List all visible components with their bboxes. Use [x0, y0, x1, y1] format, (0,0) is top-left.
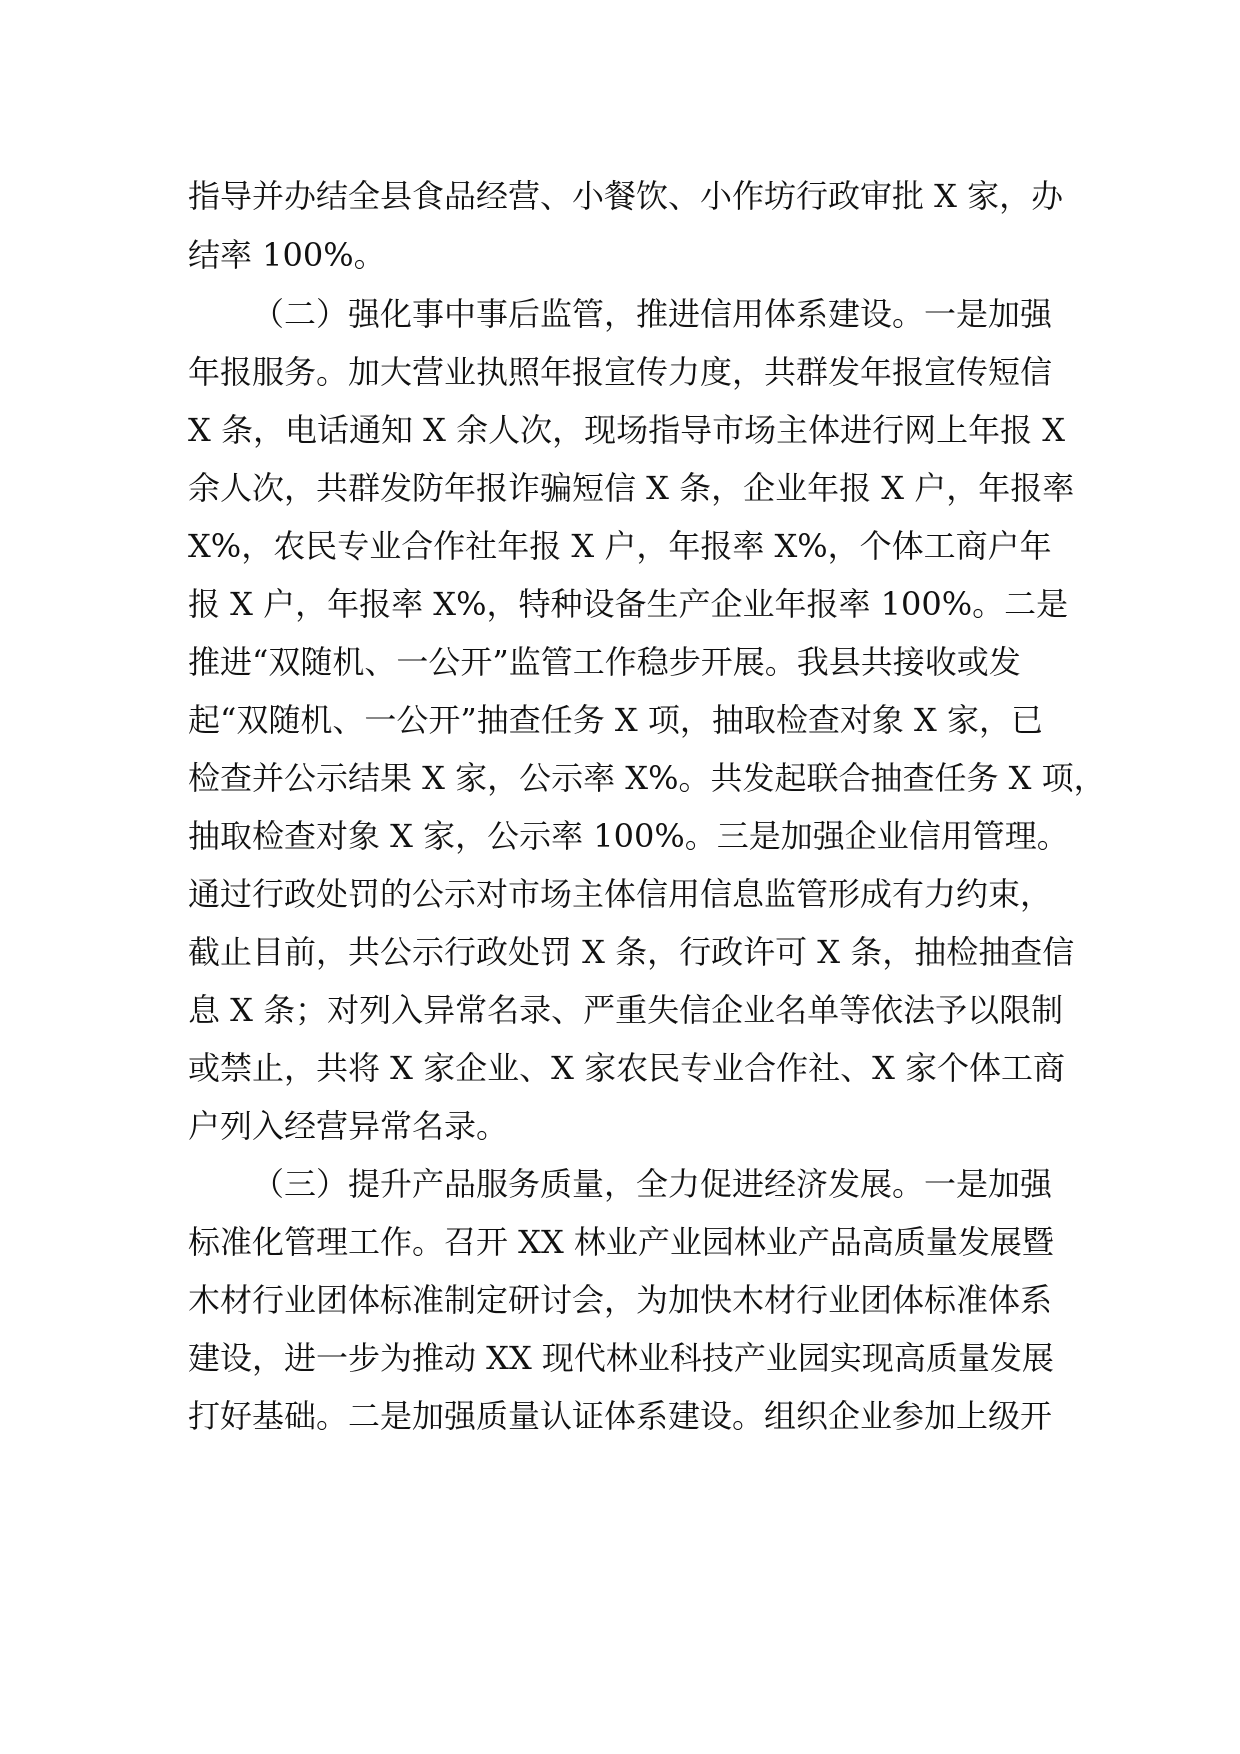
text-line: 截止目前，共公示行政处罚 X 条，行政许可 X 条，抽检抽查信 — [188, 933, 1075, 971]
text-line: 息 X 条；对列入异常名录、严重失信企业名单等依法予以限制 — [188, 991, 1064, 1029]
text-line: 年报服务。加大营业执照年报宣传力度，共群发年报宣传短信 — [188, 353, 1053, 391]
text-line: 起“双随机、一公开”抽查任务 X 项，抽取检查对象 X 家，已 — [188, 701, 1043, 739]
text-line: 或禁止，共将 X 家企业、X 家农民专业合作社、X 家个体工商 — [188, 1049, 1066, 1087]
text-line: 木材行业团体标准制定研讨会，为加快木材行业团体标准体系 — [188, 1281, 1053, 1319]
text-line: 通过行政处罚的公示对市场主体信用信息监管形成有力约束， — [188, 875, 1053, 913]
text-line: 建设，进一步为推动 XX 现代林业科技产业园实现高质量发展 — [188, 1339, 1054, 1377]
text-line: 余人次，共群发防年报诈骗短信 X 条，企业年报 X 户，年报率 — [188, 469, 1075, 507]
text-line: 指导并办结全县食品经营、小餐饮、小作坊行政审批 X 家，办 — [188, 177, 1064, 215]
text-line: 户列入经营异常名录。 — [188, 1107, 509, 1145]
text-line: X 条，电话通知 X 余人次，现场指导市场主体进行网上年报 X — [188, 411, 1066, 449]
section-heading-line: （三）提升产品服务质量，全力促进经济发展。一是加强 — [252, 1165, 1053, 1203]
text-line: 抽取检查对象 X 家，公示率 100%。三是加强企业信用管理。 — [188, 817, 1069, 855]
text-line: 报 X 户，年报率 X%，特种设备生产企业年报率 100%。二是 — [188, 585, 1069, 623]
text-line: 推进“双随机、一公开”监管工作稳步开展。我县共接收或发 — [188, 643, 1021, 681]
text-line: 打好基础。二是加强质量认证体系建设。组织企业参加上级开 — [188, 1397, 1053, 1435]
text-line: 结率 100%。 — [188, 236, 386, 274]
section-heading-line: （二）强化事中事后监管，推进信用体系建设。一是加强 — [252, 295, 1053, 333]
text-line: 标准化管理工作。召开 XX 林业产业园林业产品高质量发展暨 — [188, 1223, 1054, 1261]
text-line: 检查并公示结果 X 家，公示率 X%。共发起联合抽查任务 X 项， — [188, 759, 1106, 797]
text-line: X%，农民专业合作社年报 X 户，年报率 X%，个体工商户年 — [188, 527, 1052, 565]
